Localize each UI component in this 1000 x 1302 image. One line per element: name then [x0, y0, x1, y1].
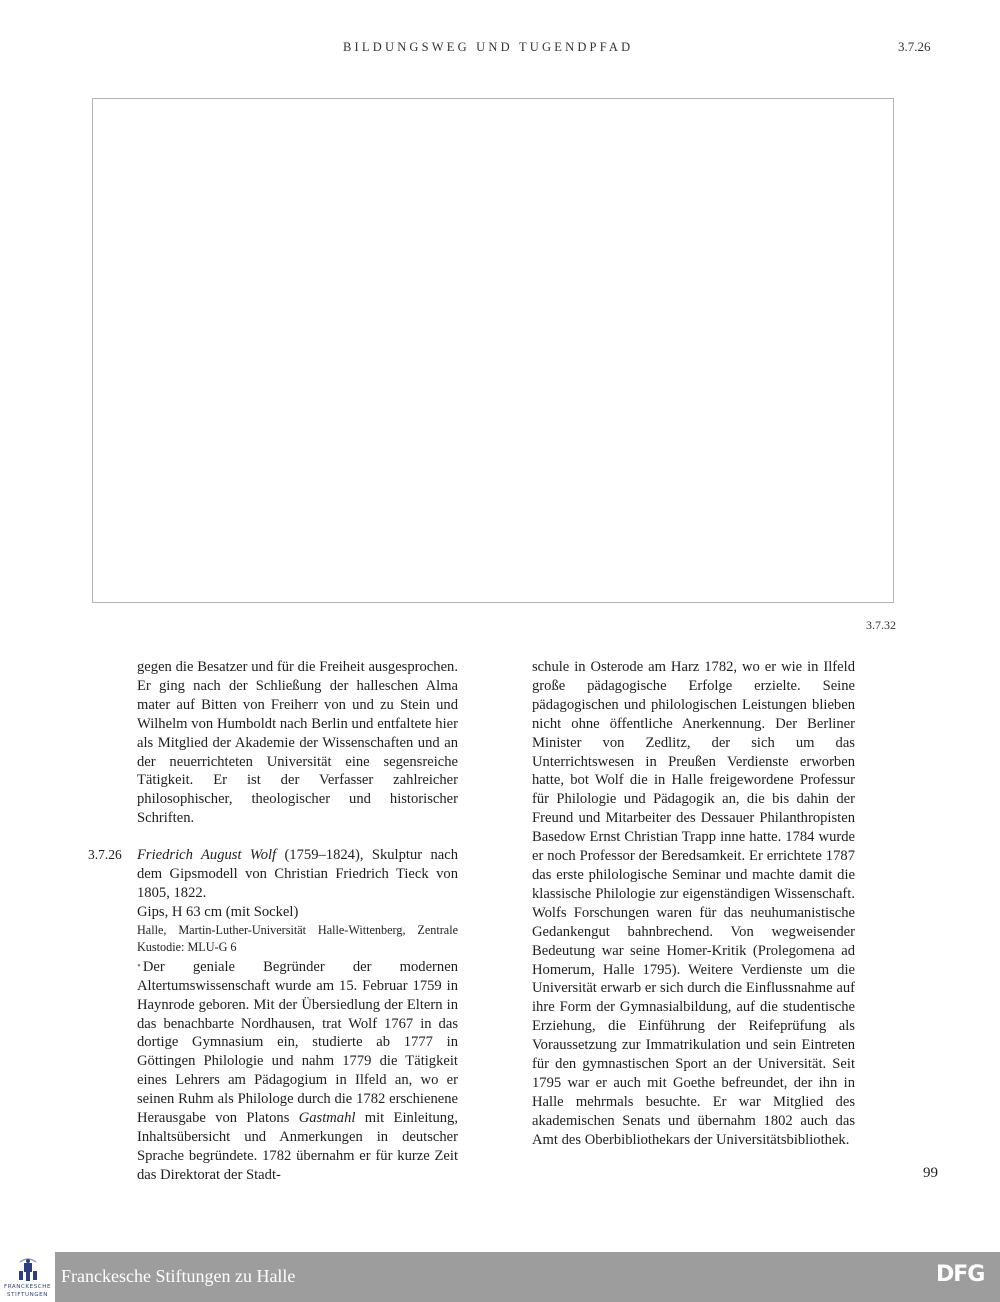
entry-material: Gips, H 63 cm (mit Sockel) [137, 903, 299, 920]
entry-body-part2: mit Einleitung, Inhaltsübersicht und Anmerkungen in deutscher Sprache begründete. 1782 übernahm er für kurze Zeit das Direktorat der Stadt- [137, 1110, 458, 1183]
franckesche-stiftungen-logo[interactable] [0, 1252, 55, 1302]
right-column-paragraph: schule in Osterode am Harz 1782, wo er wie in Ilfeld große pädagogische Erfolge erzielte. Seine pädagogischen und philologischen Leistungen blieben nicht ohne öffentliche Anerkennung. Der Berliner Minister von Zedlitz, der sich um das Unterrichtswesen in Preußen Verdienste erworben hatte, bot Wolf die in Halle freigewordene Professur für Philologie und Pädagogik an, die bis dahin der Freund und Mitarbeiter des Dessauer Philanthropisten Basedow Ernst Christian Trapp inne hatte. 1784 wurde er noch Professor der Beredsamkeit. Er errichtete 1787 das erste philologische Seminar und machte damit die klassische Philologie zur eigenständigen Wissenschaft. Wolfs Forschungen waren für das neuhumanistische Gedankengut bahnbrechend. Von wegweisender Bedeutung war seine Homer-Kritik (Prolegomena ad Homerum, Halle 1795). Weitere Verdienste um die Universität erwarb er sich durch die Einflussnahme auf ihre Form der Gymnasialbildung, auf die studentische Erziehung, die Einführung der Reifeprüfung als Voraussetzung zur Immatrikulation und sein Eintreten für den gymnastischen Sport an der Universität. Seit 1795 war er auch mit Goethe befreundet, der ihn in Halle mehrmals besuchte. Er war Mitglied des akademischen Senats und übernahm 1802 auch das Amt des Oberbibliothekars der Universitätsbibliothek. [532, 659, 855, 1148]
bullet-icon: • [137, 959, 141, 972]
header-catalog-number: 3.7.26 [898, 39, 931, 54]
orphanage-figure-icon [17, 1256, 39, 1282]
running-title: BILDUNGSWEG UND TUGENDPFAD [343, 40, 634, 54]
logo-text-line1: FRANCKESCHE [3, 1284, 52, 1290]
page-number: 99 [923, 1165, 938, 1181]
left-column [88, 658, 458, 1185]
figure-caption-number: 3.7.32 [866, 618, 896, 632]
entry-title-rest: (1759–1824), Skulptur nach dem Gipsmodell von Christian Friedrich Tieck von 1805, 1822. [137, 847, 458, 901]
continuation-paragraph: gegen die Besatzer und für die Freiheit ausgesprochen. Er ging nach der Schließung der halleschen Alma mater auf Bitten von Freiherr von und zu Stein und Wilhelm von Humboldt nach Berlin und entfaltete hier als Mitglied der Akademie der Wissenschaften und an der neuerrichteten Universität eine segensreiche Tätigkeit. Er ist der Verfasser zahlreicher philosophischer, theologischer und historischer Schriften. [137, 659, 458, 827]
right-column [532, 658, 855, 1150]
institution-name: Franckesche Stiftungen zu Halle [61, 1266, 296, 1286]
figure-placeholder-frame [92, 98, 894, 603]
entry-body-part1: Der geniale Begründer der modernen Altertumswissenschaft wurde am 15. Februar 1759 in Haynrode geboren. Mit der Übersiedlung der Eltern in das benachbarte Nordhausen, trat Wolf 1767 in das dortige Gymnasium ein, studierte ab 1777 in Göttingen Philologie und nahm 1779 die Tätigkeit eines Lehrers am Pädagogium in Ilfeld an, wo er seinen Ruhm als Philologe durch die 1782 erschienene Herausgabe von Platons [137, 958, 458, 1127]
logo-text-line2: STIFTUNGEN [7, 1292, 48, 1298]
catalog-entry-number: 3.7.26 [88, 847, 122, 863]
entry-title: Friedrich August Wolf [137, 847, 277, 864]
entry-body-italic: Gastmahl [298, 1110, 356, 1127]
entry-location: Halle, Martin-Luther-Universität Halle-Wittenberg, Zentrale Kustodie: MLU-G 6 [137, 922, 458, 955]
dfg-logo[interactable]: DFG [936, 1262, 985, 1287]
entry-body [137, 957, 458, 1185]
catalog-entry-heading [88, 846, 458, 903]
